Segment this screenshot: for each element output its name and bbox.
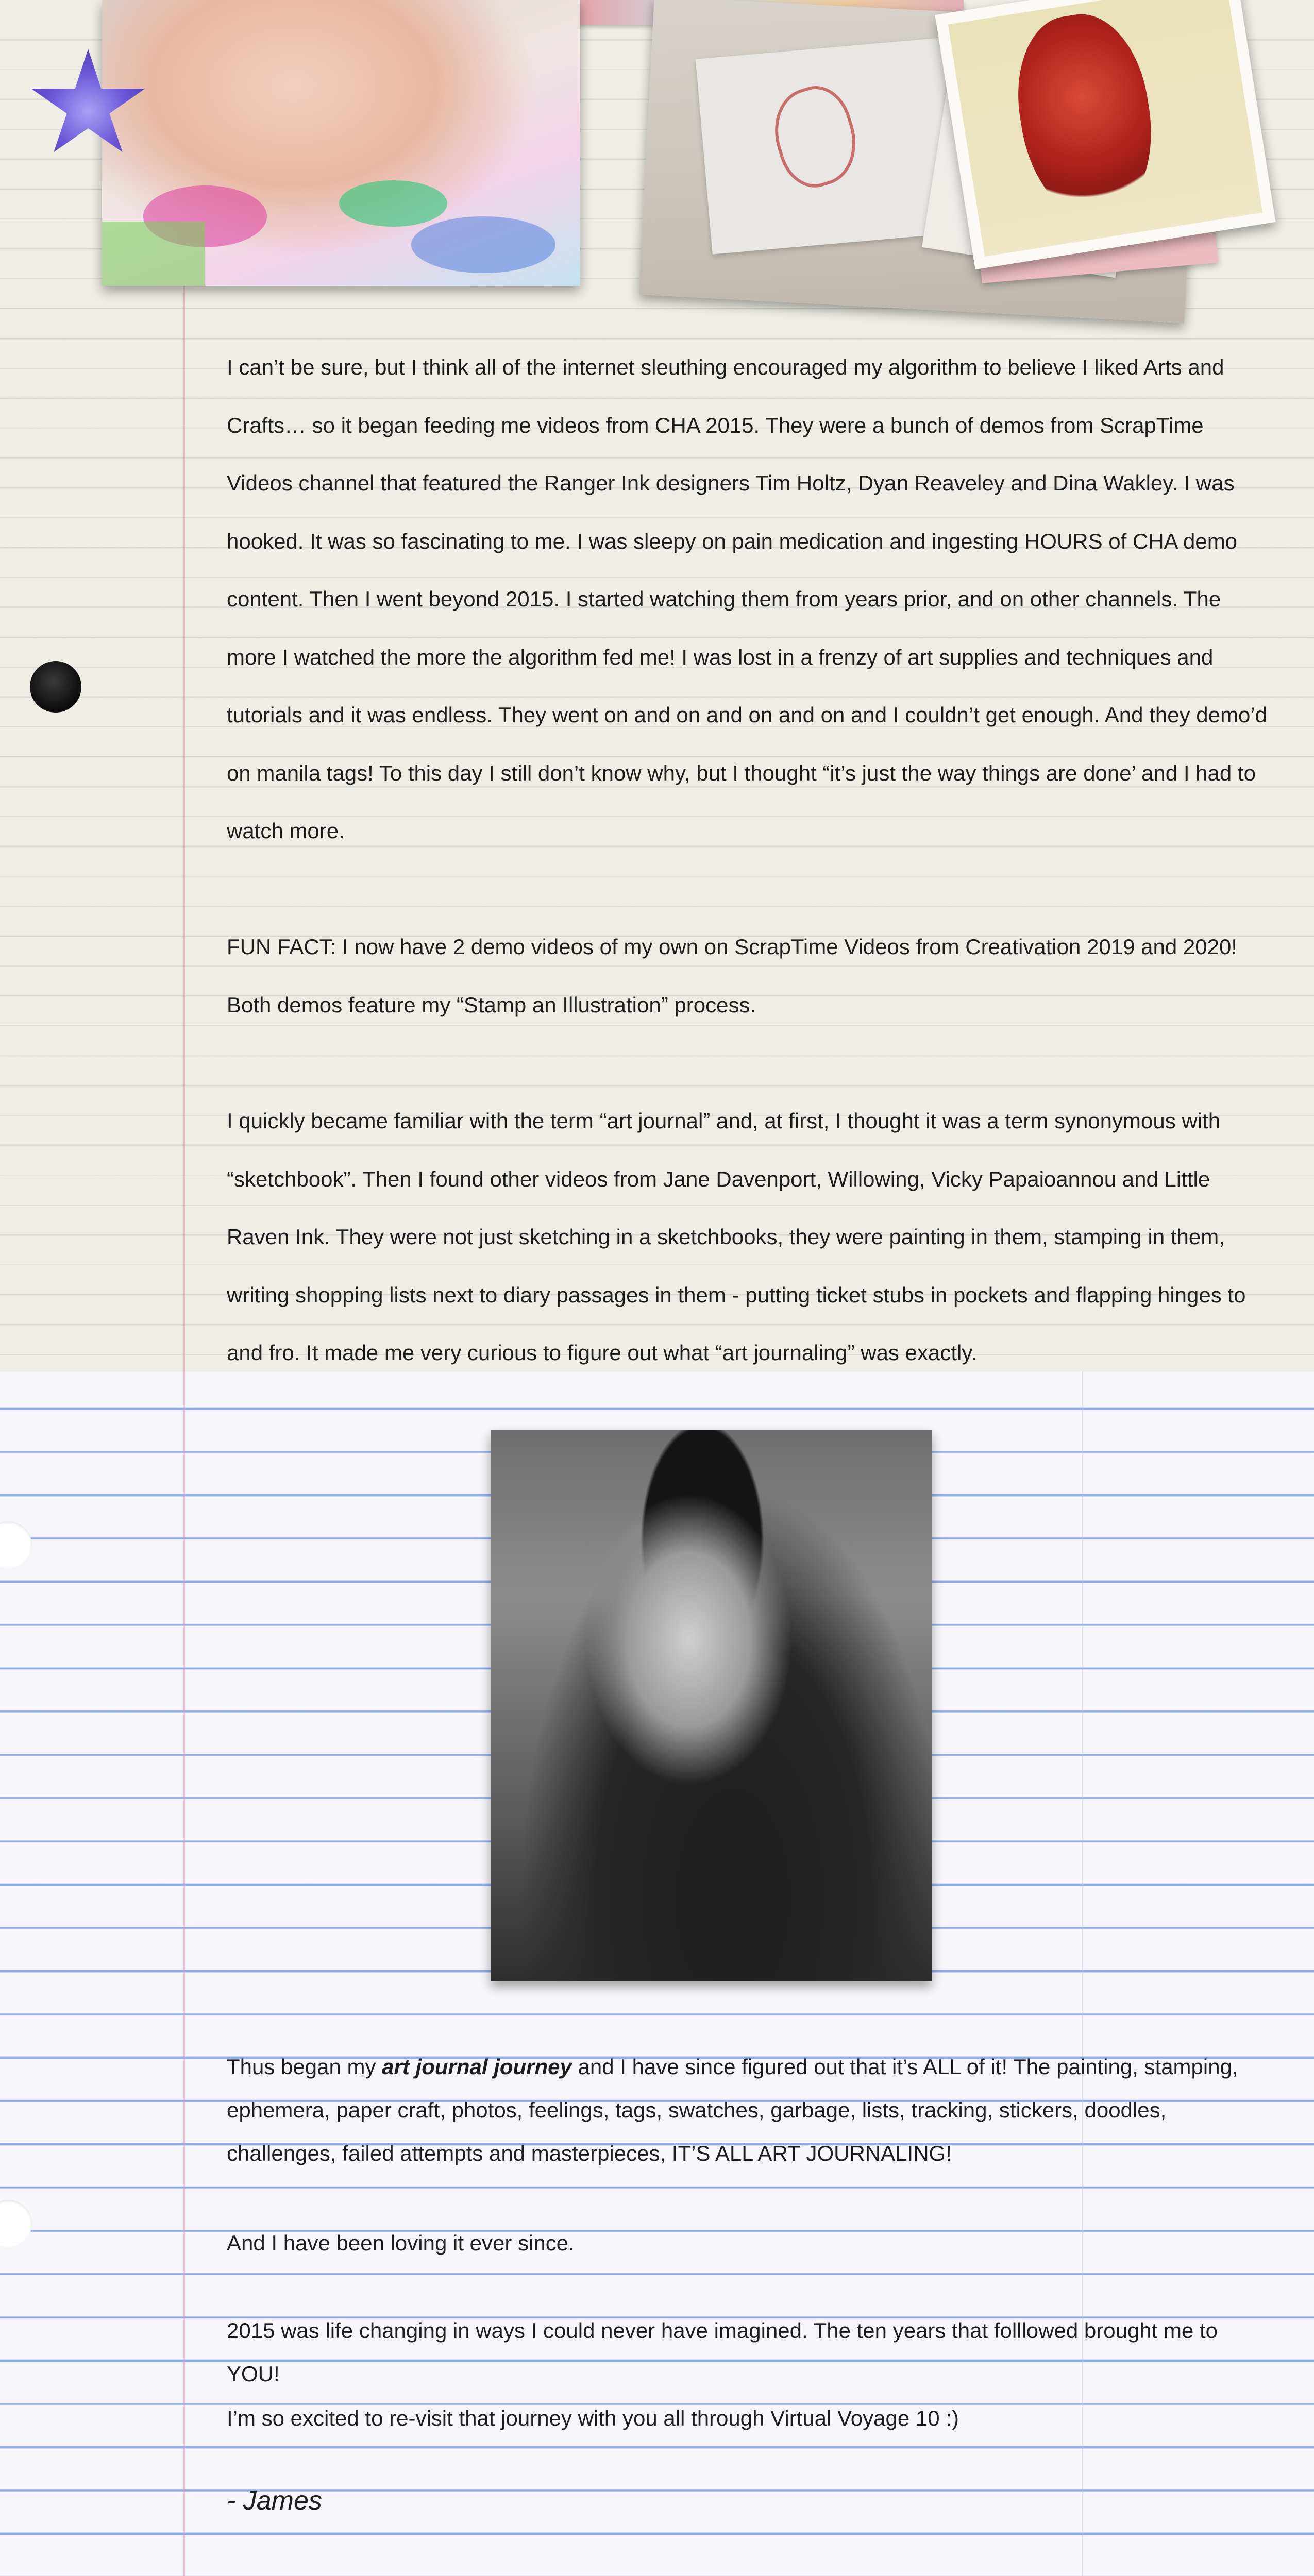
signature: - James xyxy=(227,2486,322,2516)
paint-splash xyxy=(339,180,447,227)
journey-text-start: Thus began my xyxy=(227,2055,382,2079)
ornament-frame-photo xyxy=(935,0,1276,269)
baby-painting-photo xyxy=(102,0,580,286)
story-paragraph-algorithm: I can’t be sure, but I think all of the internet sleuthing encouraged my algorithm to believe I liked Arts and Crafts… so it began feeding me videos from CHA 2015. They were a bunch of demos from ScrapTime Videos channel that featured the Ranger Ink designers Tim Holtz, Dyan Reaveley and Dina Wakley. I was hooked. It was so fascinating to me. I was sleepy on pain medication and ingesting HOURS of CHA demo content. Then I went beyond 2015. I started watching them from years prior, and on other channels. The more I watched the more the algorithm fed me! I was lost in a frenzy of art supplies and techniques and tutorials and it was endless. They went on and on and on and on and I couldn’t get enough. And they demo’d on manila tags! To this day I still don’t know why, but I thought “it’s just the way things are done’ and I had to watch more. xyxy=(227,355,1267,843)
journey-text-end: and I have since figured out that it’s ALL of it! The painting, stamping, ephemera, paper craft, photos, feelings, tags, swatches, garbage, lists, tracking, stickers, doodles, challenges, failed attempts and masterpieces, IT’S ALL ART JOURNALING! xyxy=(227,2055,1238,2165)
punch-hole xyxy=(30,661,81,713)
loving-it-paragraph: And I have been loving it ever since. xyxy=(227,2231,575,2255)
paint-splash xyxy=(411,216,555,273)
journey-paragraph xyxy=(227,2045,1273,2175)
author-portrait-photo xyxy=(491,1430,932,1981)
margin-line xyxy=(183,1371,185,2576)
journey-emphasis: art journal journey xyxy=(382,2055,572,2079)
virtual-voyage-paragraph: I’m so excited to re-visit that journey with you all through Virtual Voyage 10 :) xyxy=(227,2406,959,2430)
life-changing-paragraph: 2015 was life changing in ways I could never have imagined. The ten years that folllowed brought me to YOU! xyxy=(227,2318,1218,2386)
fun-fact-paragraph: FUN FACT: I now have 2 demo videos of my own on ScrapTime Videos from Creativation 2019 and 2020! Both demos feature my “Stamp an Illustration” process. xyxy=(227,935,1237,1017)
paint-splash xyxy=(102,222,205,286)
art-journal-paragraph: I quickly became familiar with the term “art journal” and, at first, I thought it was a term synonymous with “sketchbook”. Then I found other videos from Jane Davenport, Willowing, Vicky Papaioannou and Little Raven Ink. They were not just sketching in a sketchbooks, they were painting in them, stamping in them, writing shopping lists next to diary passages in them - putting ticket stubs in pockets and flapping hinges to and fro. It made me very curious to figure out what “art journaling” was exactly. xyxy=(227,1109,1246,1365)
